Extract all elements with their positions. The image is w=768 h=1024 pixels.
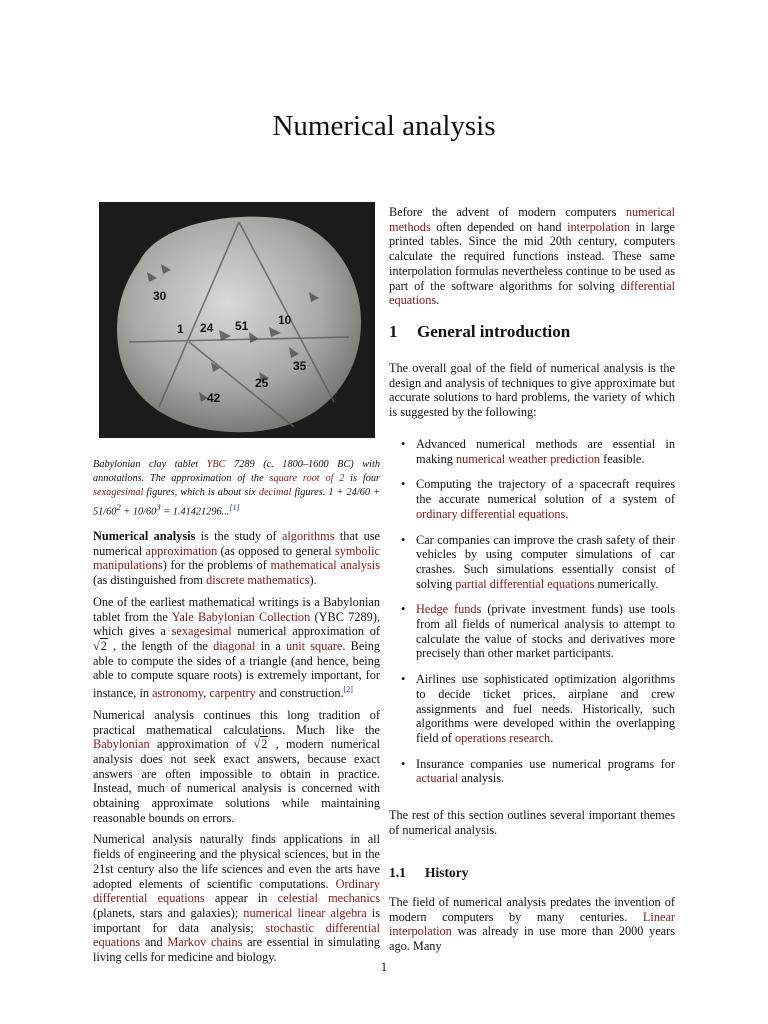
link-algorithms[interactable]: algorithms	[281, 529, 335, 543]
link-actuarial[interactable]: actuarial	[416, 771, 459, 786]
tablet-label-1: 1	[177, 322, 184, 336]
paragraph-definition: Numerical analysis is the study of algorithms that use numerical approximation (as opposed to general symbolic manipulations) for the problems of mathematical analysis (as distinguished from discrete mathematics).	[93, 529, 380, 588]
link-linear-interpolation[interactable]: Linear interpolation	[389, 909, 675, 939]
list-item: • Advanced numerical methods are essential in making numerical weather prediction feasible.	[401, 437, 675, 466]
tablet-label-42: 42	[207, 391, 221, 405]
tablet-label-24: 24	[200, 321, 214, 335]
tablet-label-35: 35	[293, 359, 307, 373]
link-unit-square[interactable]: unit square	[285, 638, 343, 653]
caption-link-decimal[interactable]: decimal	[258, 487, 292, 498]
link-numerical-methods[interactable]: numerical methods	[389, 205, 675, 234]
list-item: • Hedge funds (private investment funds) use tools from all fields of numerical analysis to attempt to calculate the value of stocks and derivatives more precisely than other market participants.	[401, 602, 676, 661]
tablet-label-30: 30	[153, 289, 167, 303]
page-number: 1	[380, 960, 388, 974]
subsection-heading-history: 1.1 History	[389, 865, 469, 880]
page-title: Numerical analysis	[272, 110, 496, 142]
clay-tablet-image	[99, 202, 375, 438]
link-diagonal[interactable]: diagonal	[213, 638, 256, 653]
sqrt-2-symbol: √2	[253, 737, 268, 752]
link-celestial-mechanics[interactable]: celestial mechanics	[277, 891, 380, 906]
link-approximation[interactable]: approximation	[145, 543, 218, 558]
link-stochastic-differential-equations[interactable]: stochastic differential equations	[93, 920, 380, 950]
figure-caption: Babylonian clay tablet YBC 7289 (c. 1800–1600 BC) with annotations. The approximation of the square root of 2 is four sexagesimal figures, which is about six decimal figures. $1 + 24/60 + 51/60^2 + 10/60^3 = 1.41421296...[1]$	[93, 459, 381, 518]
link-hedge-funds[interactable]: Hedge funds	[416, 602, 482, 617]
link-babylonian[interactable]: Babylonian	[93, 737, 150, 752]
intro-paragraph: Before the advent of modern computers numerical methods often depended on hand interpolation in large printed tables. Since the mid 20th century, computers calculate the required functions instead. These same interpolation formulas nevertheless continue to be used as part of the software algorithms for solving differential equations.	[389, 205, 675, 308]
citation-2[interactable]: [2]	[343, 685, 353, 695]
link-partial-differential-equations[interactable]: partial differential equations	[455, 576, 595, 591]
link-astronomy[interactable]: astronomy	[152, 686, 204, 701]
link-sexagesimal[interactable]: sexagesimal	[171, 624, 232, 639]
link-ordinary-differential-equations[interactable]: Ordinary differential equations	[93, 876, 380, 906]
link-differential-equations[interactable]: differential equations	[389, 278, 675, 308]
list-item: • Insurance companies use numerical programs for actuarial analysis.	[401, 756, 675, 786]
section-heading-general-introduction: 1 General introduction	[389, 322, 571, 341]
list-item: • Car companies can improve the crash safety of their vehicles by using computer simulations of car crashes. Such simulations essentially consist of solving partial differential equations numerically.	[401, 532, 675, 591]
sqrt-2-symbol: √2	[93, 638, 107, 653]
tablet-illustration	[99, 202, 375, 438]
link-carpentry[interactable]: carpentry	[209, 686, 256, 701]
goal-paragraph: The overall goal of the field of numerical analysis is the design and analysis of techniques to give approximate but accurate solutions to hard problems, the variety of which is suggested by the following:	[389, 361, 675, 420]
link-numerical-weather-prediction[interactable]: numerical weather prediction	[455, 451, 601, 466]
link-markov-chains[interactable]: Markov chains	[167, 935, 243, 950]
link-mathematical-analysis[interactable]: mathematical analysis	[270, 558, 380, 573]
list-item: • Computing the trajectory of a spacecraft requires the accurate numerical solution of a system of ordinary differential equations.	[401, 477, 675, 521]
link-discrete-mathematics[interactable]: discrete mathematics	[206, 573, 310, 588]
outline-paragraph: The rest of this section outlines several important themes of numerical analysis.	[389, 808, 675, 837]
link-interpolation[interactable]: interpolation	[567, 219, 630, 234]
history-paragraph: The field of numerical analysis predates the invention of modern computers by many centuries. Linear interpolation was already in use more than 2000 years ago. Many	[389, 895, 675, 954]
paragraph-tradition: Numerical analysis continues this long tradition of practical mathematical calculations. Much like the Babylonian approximation of √2 , modern numerical analysis does not seek exact answers, because exact answers are often impossible to obtain in practice. Instead, much of numerical analysis is concerned with obtaining approximate solutions while maintaining reasonable bounds on errors.	[93, 707, 381, 825]
paragraph-applications: Numerical analysis naturally finds applications in all fields of engineering and the physical sciences, but in the 21st century also the life sciences and even the arts have adopted elements of scientific computations. Ordinary differential equations appear in celestial mechanics (planets, stars and galaxies); numerical linear algebra is important for data analysis; stochastic differential equations and Markov chains are essential in simulating living cells for medicine and biology.	[93, 832, 381, 965]
paragraph-babylonian-tablet: One of the earliest mathematical writings is a Babylonian tablet from the Yale Babylonian Collection (YBC 7289), which gives a sexagesimal numerical approximation of √2 , the length of the diagonal in a unit square. Being able to compute the sides of a triangle (and hence, being able to compute square roots) is extremely important, for instance, in astronomy, carpentry and construction.[2]	[93, 594, 380, 701]
tablet-label-10: 10	[278, 313, 292, 327]
link-numerical-linear-algebra[interactable]: numerical linear algebra	[243, 905, 367, 920]
link-operations-research[interactable]: operations research	[454, 730, 551, 745]
caption-link-sexagesimal[interactable]: sexagesimal	[93, 487, 144, 498]
tablet-label-51: 51	[235, 319, 249, 333]
link-yale-babylonian-collection[interactable]: Yale Babylonian Collection	[171, 609, 311, 624]
link-symbolic-manipulations[interactable]: symbolic manipulations	[93, 543, 380, 573]
left-column	[93, 529, 380, 965]
caption-link-ybc[interactable]: YBC	[206, 459, 226, 470]
list-item: • Airlines use sophisticated optimization algorithms to decide ticket prices, airplane and crew assignments and fuel needs. Historically, such algorithms were developed within the overlapping field of operations research.	[401, 672, 675, 745]
citation-1[interactable]: [1]	[229, 503, 240, 512]
caption-link-square-root-of-2[interactable]: square root of 2	[269, 473, 345, 484]
applications-list	[389, 437, 675, 786]
tablet-label-25: 25	[255, 376, 269, 390]
link-ordinary-differential-equations[interactable]: ordinary differential equations	[416, 506, 566, 521]
